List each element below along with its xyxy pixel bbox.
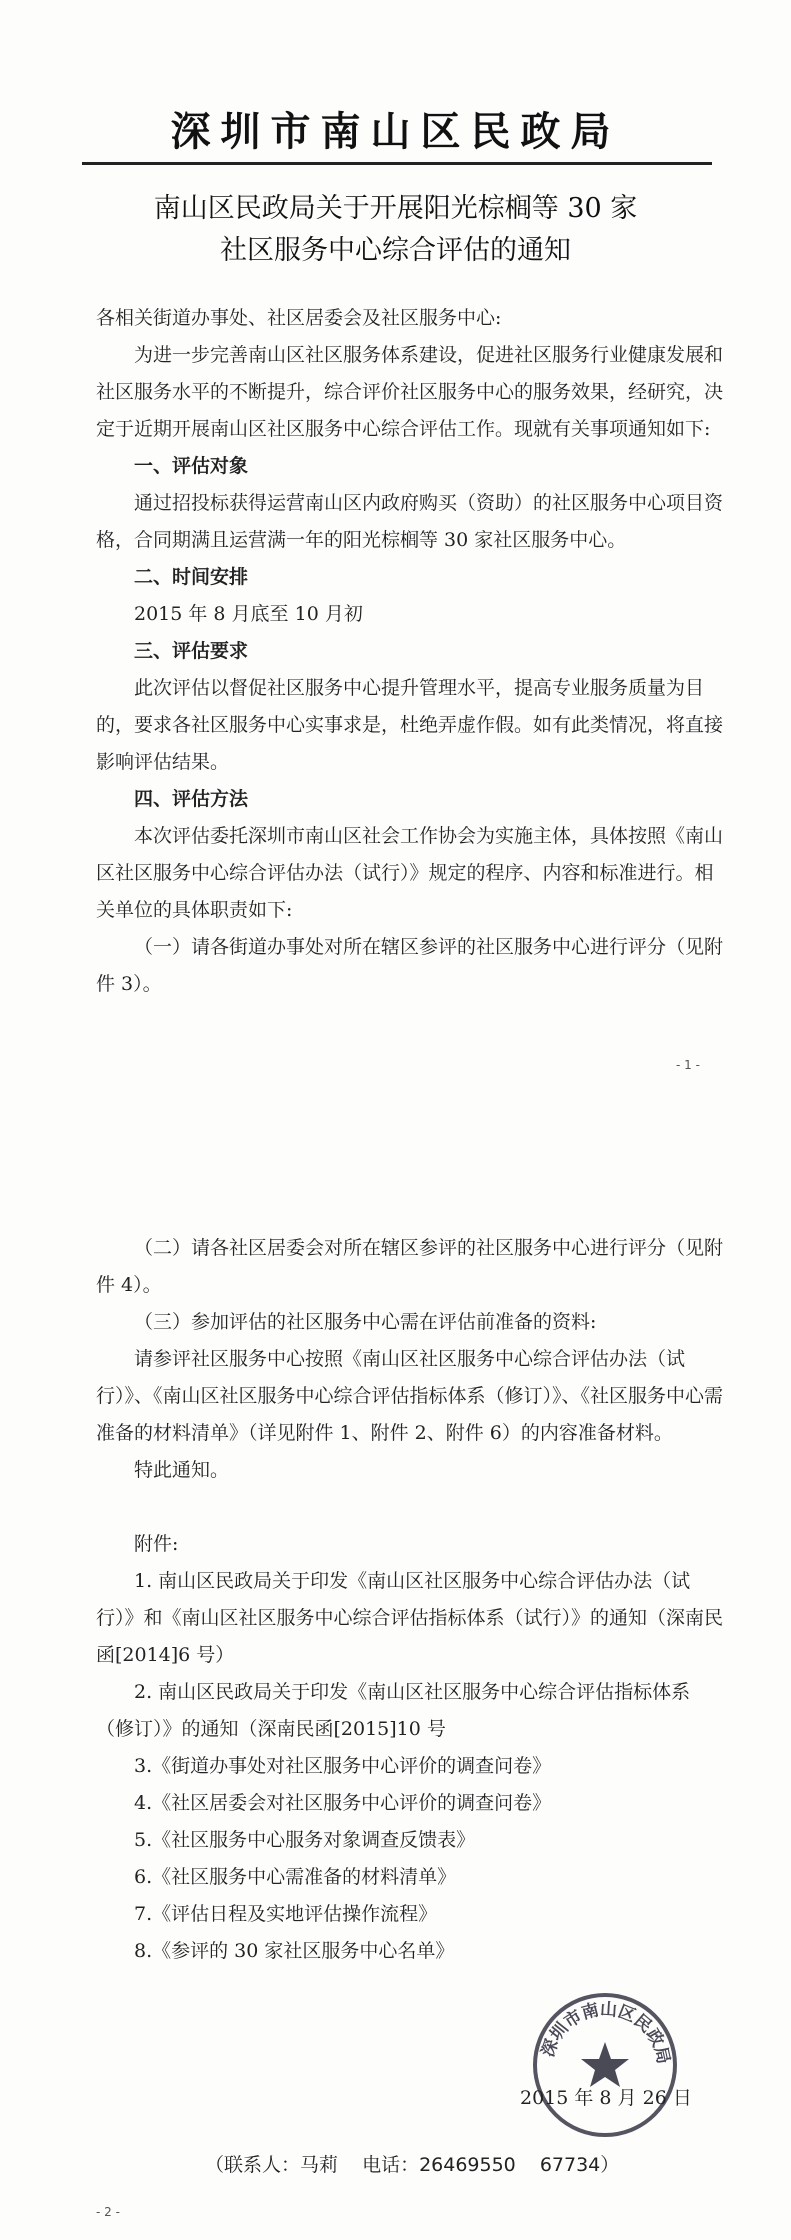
duty-item-2: （二）请各社区居委会对所在辖区参评的社区服务中心进行评分（见附件 4）。 — [96, 1237, 724, 1296]
page-number-1: - 1 - — [676, 1058, 700, 1072]
document-title — [0, 188, 791, 272]
duty-item-3: （三）参加评估的社区服务中心需在评估前准备的资料: — [134, 1311, 597, 1333]
section-3-body: 此次评估以督促社区服务中心提升管理水平，提高专业服务质量为目的，要求各社区服务中心实事求是，杜绝弄虚作假。如有此类情况，将直接影响评估结果。 — [96, 677, 724, 773]
svg-text:深圳市南山区民政局: 深圳市南山区民政局 — [538, 1999, 674, 2066]
section-3-heading: 三、评估要求 — [134, 640, 249, 662]
contact-line — [205, 2150, 637, 2177]
attachment-item: 4.《社区居委会对社区服务中心评价的调查问卷》 — [134, 1792, 552, 1814]
duty-item-1: （一）请各街道办事处对所在辖区参评的社区服务中心进行评分（见附件 3）。 — [96, 936, 724, 995]
document-title-line-2: 社区服务中心综合评估的通知 — [220, 235, 571, 266]
letterhead-org-name: 深圳市南山区民政局 — [170, 109, 621, 155]
attachment-item: 6.《社区服务中心需准备的材料清单》 — [134, 1866, 457, 1888]
intro-paragraph: 为进一步完善南山区社区服务体系建设，促进社区服务行业健康发展和社区服务水平的不断提升，综合评价社区服务中心的服务效果，经研究，决定于近期开展南山区社区服务中心综合评估工作。现就有关事项通知如下: — [96, 344, 724, 440]
section-2-heading: 二、时间安排 — [134, 566, 249, 588]
attachments-label: 附件: — [134, 1533, 179, 1555]
contact-phone: 电话：26469550 — [362, 2154, 516, 2176]
spacer — [96, 1489, 724, 1526]
section-1-body: 通过招投标获得运营南山区内政府购买（资助）的社区服务中心项目资格，合同期满且运营满一年的阳光棕榈等 30 家社区服务中心。 — [96, 492, 724, 551]
closing-remark: 特此通知。 — [134, 1459, 230, 1481]
page-1-body — [96, 300, 724, 1003]
attachment-item: 2. 南山区民政局关于印发《南山区社区服务中心综合评估指标体系（修订）》的通知（深南民函[2015]10 号 — [96, 1681, 691, 1740]
duty-item-3-body: 请参评社区服务中心按照《南山区社区服务中心综合评估办法（试行）》、《南山区社区服务中心综合评估指标体系（修订）》、《社区服务中心需准备的材料清单》（详见附件 1、附件 2、附件 6）的内容准备材料。 — [96, 1348, 724, 1444]
attachment-item: 5.《社区服务中心服务对象调查反馈表》 — [134, 1829, 476, 1851]
attachment-item: 1. 南山区民政局关于印发《南山区社区服务中心综合评估办法（试行）》和《南山区社区服务中心综合评估指标体系（试行）》的通知（深南民函[2014]6 号） — [96, 1570, 724, 1666]
section-1-heading: 一、评估对象 — [134, 455, 249, 477]
letterhead-rule — [82, 162, 712, 165]
official-seal-stamp — [530, 1990, 680, 2140]
section-2-body: 2015 年 8 月底至 10 月初 — [134, 603, 363, 625]
salutation: 各相关街道办事处、社区居委会及社区服务中心: — [96, 307, 502, 329]
attachment-item: 7.《评估日程及实地评估操作流程》 — [134, 1903, 438, 1925]
document-title-line-1: 南山区民政局关于开展阳光棕榈等 30 家 — [153, 193, 638, 224]
section-4-body: 本次评估委托深圳市南山区社会工作协会为实施主体，具体按照《南山区社区服务中心综合评估办法（试行）》规定的程序、内容和标准进行。相关单位的具体职责如下: — [96, 825, 724, 921]
attachment-item: 3.《街道办事处对社区服务中心评价的调查问卷》 — [134, 1755, 552, 1777]
page-number-2: - 2 - — [96, 2205, 120, 2219]
issue-date: 2015 年 8 月 26 日 — [520, 2087, 692, 2109]
contact-phone-ext: 67734） — [539, 2154, 620, 2176]
attachment-item: 8.《参评的 30 家社区服务中心名单》 — [134, 1940, 455, 1962]
contact-person: （联系人：马莉 — [205, 2154, 339, 2176]
page-2-body — [96, 1230, 724, 1970]
section-4-heading: 四、评估方法 — [134, 788, 249, 810]
